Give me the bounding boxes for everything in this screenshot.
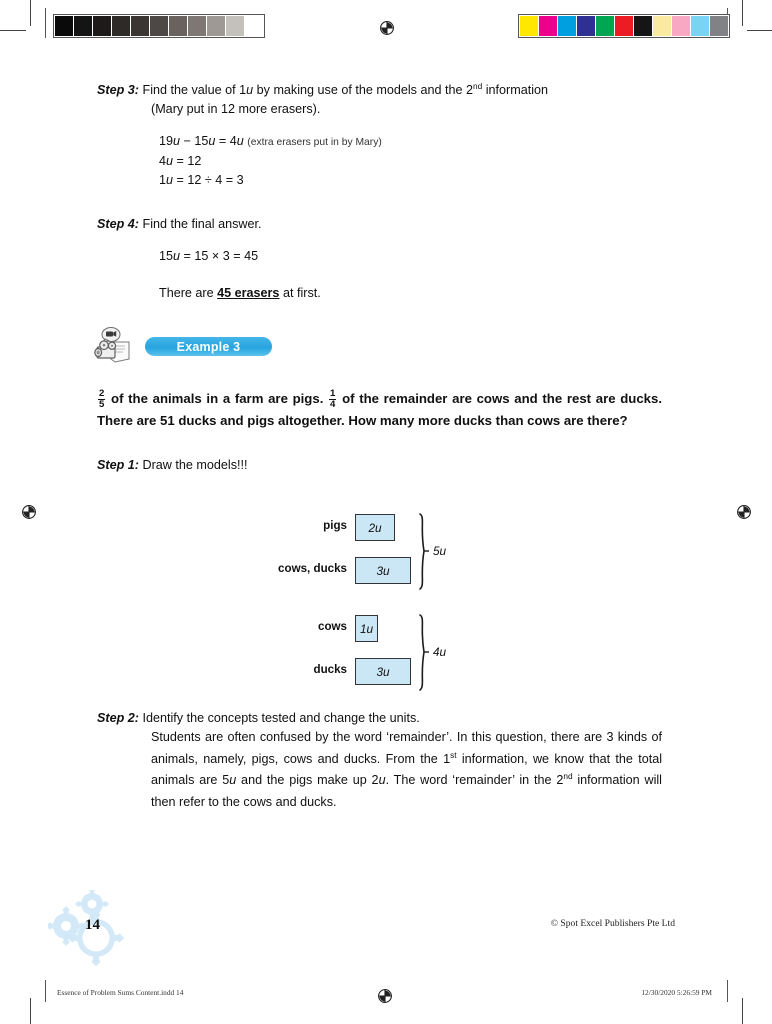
bar-ducks — [355, 658, 411, 685]
math-line-1-note: (extra erasers put in by Mary) — [247, 137, 382, 148]
bar-label-cows: cows — [318, 620, 347, 633]
answer-prefix: There are — [159, 286, 218, 300]
grayscale-swatch — [169, 16, 188, 36]
page-number: 14 — [85, 917, 100, 933]
step-1-block — [97, 457, 662, 474]
bar-cows-ducks — [355, 557, 411, 584]
step-4-block — [97, 216, 662, 300]
step-3-line2 — [97, 101, 662, 118]
step-3-line1 — [97, 82, 662, 99]
crop-mark-bl-v — [30, 998, 31, 1024]
step-3-block — [97, 82, 662, 190]
bar-model-diagrams — [97, 500, 662, 690]
color-swatch — [634, 16, 653, 36]
step-4-line1 — [97, 216, 662, 233]
brace-4u — [417, 614, 431, 692]
color-swatch — [520, 16, 539, 36]
example-banner-label: Example 3 — [176, 339, 241, 354]
grayscale-swatch — [74, 16, 93, 36]
bar-value: 3u — [376, 664, 390, 679]
answer-highlight: 45 erasers — [217, 286, 280, 300]
crop-mark-br-v — [742, 998, 743, 1024]
step-3-text: Find the value of 1u by making use of the models and the 2nd information — [142, 80, 549, 97]
brace-label-5u: 5u — [433, 544, 447, 558]
grayscale-swatch — [226, 16, 245, 36]
step-4-answer — [159, 286, 662, 300]
grayscale-swatch — [150, 16, 169, 36]
bar-row — [177, 658, 517, 688]
step-1-line1 — [97, 457, 662, 474]
fraction-numerator: 1 — [330, 388, 336, 400]
grayscale-swatch — [207, 16, 226, 36]
bar-value: 1u — [359, 621, 374, 636]
example-banner — [145, 337, 272, 356]
step-3-math — [159, 132, 662, 190]
trim-rule-left — [45, 8, 46, 38]
registration-target-icon-right — [734, 502, 754, 522]
step-4-text: Find the final answer. — [142, 217, 262, 231]
fraction-numerator: 2 — [99, 388, 105, 400]
fraction-two-fifths — [98, 389, 105, 410]
bar-value: 3u — [376, 563, 390, 578]
grayscale-calibration-strip — [53, 14, 265, 38]
trim-rule-bottom-right — [727, 980, 728, 1002]
registration-target-icon-bottom — [375, 986, 395, 1006]
step-1-text: Draw the models!!! — [142, 458, 248, 472]
bar-row — [177, 557, 517, 587]
print-slug-timestamp: 12/30/2020 5:26:59 PM — [641, 988, 712, 997]
crop-mark-tl-h — [0, 30, 26, 31]
step-3-label: Step 3: — [97, 83, 139, 97]
grayscale-swatch — [188, 16, 207, 36]
color-swatch — [615, 16, 634, 36]
bar-pigs — [355, 514, 395, 541]
movie-camera-icon — [91, 326, 137, 366]
color-swatch — [653, 16, 672, 36]
print-slug-filename: Essence of Problem Sums Content.indd 14 — [57, 988, 184, 997]
gear-decoration-icon — [48, 890, 168, 966]
bar-row — [177, 514, 517, 544]
bar-value: 2u — [368, 520, 382, 535]
color-swatch — [596, 16, 615, 36]
bar-label-pigs: pigs — [323, 519, 347, 532]
registration-target-icon-left — [19, 502, 39, 522]
color-swatch — [577, 16, 596, 36]
registration-target-icon-top — [377, 18, 397, 38]
page-content — [97, 82, 662, 813]
step-2-para-part1: Students are often confused by the word ‘remainder’. In this question, there are 3 kinds of animals, namely, pigs, cows and ducks. From the 1 — [151, 730, 662, 766]
math-line-1: 19u − 15u = 4u (extra erasers put in by Mary) — [159, 134, 382, 148]
color-calibration-strip — [518, 14, 730, 38]
step-2-sup-2: nd — [563, 770, 573, 781]
copyright-notice: © Spot Excel Publishers Pte Ltd — [550, 918, 675, 929]
crop-mark-tr-v — [742, 0, 743, 26]
color-swatch — [691, 16, 710, 36]
grayscale-swatch — [131, 16, 150, 36]
bar-row — [177, 615, 517, 645]
model-pigs-cows-ducks — [177, 514, 517, 595]
crop-mark-tl-v — [30, 0, 31, 26]
math-line-3: 1u = 12 ÷ 4 = 3 — [159, 173, 244, 187]
math-line-4: 15u = 15 × 3 = 45 — [159, 249, 259, 263]
bar-label-cows-ducks: cows, ducks — [278, 562, 347, 575]
step-1-label: Step 1: — [97, 458, 139, 472]
problem-statement — [97, 388, 662, 431]
model-cows-ducks — [177, 615, 517, 696]
crop-mark-tr-h — [747, 30, 772, 31]
step-2-sup-1: st — [450, 749, 457, 760]
problem-text-2: of the remainder are cows and the rest are ducks. There are 51 ducks and pigs altogether. How many more ducks than cows are there? — [97, 391, 662, 428]
step-3-text-line2: (Mary put in 12 more erasers). — [151, 102, 321, 116]
step-4-label: Step 4: — [97, 217, 139, 231]
grayscale-swatch — [245, 16, 263, 36]
problem-text-1: of the animals in a farm are pigs. — [106, 391, 329, 406]
trim-rule-bottom-left — [45, 980, 46, 1002]
grayscale-swatch — [112, 16, 131, 36]
answer-suffix: at first. — [279, 286, 321, 300]
step-2-block — [97, 710, 662, 813]
bar-cows — [355, 615, 378, 642]
step-2-label: Step 2: — [97, 711, 139, 725]
step-2-line1 — [97, 710, 662, 727]
color-swatch — [539, 16, 558, 36]
brace-label-4u: 4u — [433, 645, 447, 659]
fraction-denominator: 5 — [99, 399, 105, 411]
fraction-denominator: 4 — [330, 399, 336, 411]
color-swatch — [558, 16, 577, 36]
step-4-math — [159, 247, 662, 266]
grayscale-swatch — [93, 16, 112, 36]
color-swatch — [710, 16, 728, 36]
bar-label-ducks: ducks — [313, 663, 347, 676]
step-2-text: Identify the concepts tested and change the units. — [142, 711, 420, 725]
grayscale-swatch — [55, 16, 74, 36]
brace-5u — [417, 513, 431, 591]
math-line-2: 4u = 12 — [159, 154, 202, 168]
step-2-paragraph: Students are often confused by the word ‘remainder’. In this question, there are 3 kinds of animals, namely, pigs, cows and ducks. From the 1st information, we know that the total animals are 5u and the pigs make up 2u. The word ‘remainder’ in the 2nd information will then refer to the cows and ducks. — [151, 730, 662, 809]
color-swatch — [672, 16, 691, 36]
example-banner-row — [97, 334, 662, 368]
fraction-one-quarter — [329, 389, 336, 410]
